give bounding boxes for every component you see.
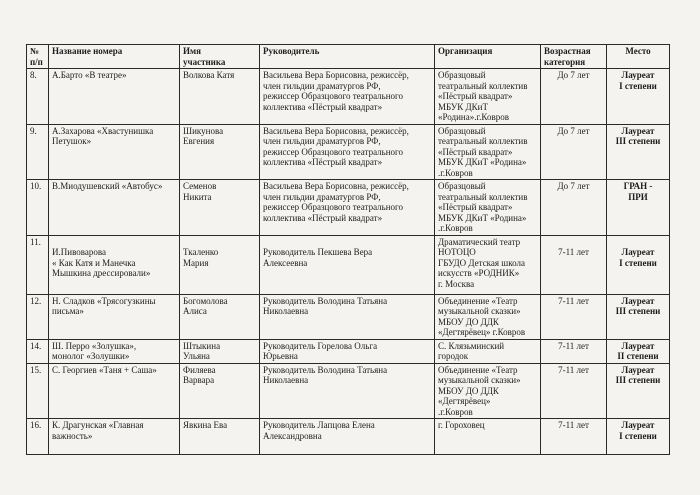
cell-age: До 7 лет: [541, 69, 607, 125]
cell-name: Филяева Варвара: [180, 363, 260, 419]
cell-name: Шикунова Евгения: [180, 124, 260, 180]
table-row: [27, 294, 670, 339]
header-age: Возрастная категория: [541, 45, 607, 69]
cell-title: А.Барто «В театре»: [49, 69, 180, 125]
cell-age: 7-11 лет: [541, 339, 607, 363]
cell-leader: Руководитель Лапцова Елена Александровна: [260, 419, 435, 455]
cell-name: Богомолова Алиса: [180, 294, 260, 339]
cell-leader: Васильева Вера Борисовна, режиссёр, член гильдии драматургов РФ, режиссер Образцового театрального коллектива «Пёстрый квадрат»: [260, 69, 435, 125]
cell-leader: Васильева Вера Борисовна, режиссёр, член гильдии драматургов РФ, режиссер Образцового театрального коллектива «Пёстрый квадрат»: [260, 124, 435, 180]
table-row: [27, 339, 670, 363]
cell-place: Лауреат III степени: [607, 294, 670, 339]
cell-title: К. Драгунская «Главная важность»: [49, 419, 180, 455]
cell-leader: Руководитель Володина Татьяна Николаевна: [260, 363, 435, 419]
table-row: [27, 235, 670, 294]
cell-name: Штыкина Ульяна: [180, 339, 260, 363]
cell-org: С. Клязьминский городок: [435, 339, 541, 363]
cell-title: С. Георгиев «Таня + Саша»: [49, 363, 180, 419]
cell-title: И.Пивоварова « Как Катя и Манечка Мышкина дрессировали»: [49, 235, 180, 294]
cell-org: Объединение «Театр музыкальной сказки» МБОУ ДО ДДК «Дегтярёвец» .г.Ковров: [435, 363, 541, 419]
header-num: № п/п: [27, 45, 49, 69]
cell-leader: Руководитель Пекшева Вера Алексеевна: [260, 235, 435, 294]
table-row: [27, 180, 670, 236]
header-row: [27, 45, 670, 69]
cell-place: Лауреат I степени: [607, 69, 670, 125]
results-table: [26, 44, 670, 455]
cell-title: А.Захарова «Хвастунишка Петушок»: [49, 124, 180, 180]
cell-age: До 7 лет: [541, 124, 607, 180]
table-row: [27, 363, 670, 419]
cell-org: Образцовый театральный коллектив «Пёстрый квадрат» МБУК ДКиТ «Родина» .г.Ковров: [435, 124, 541, 180]
cell-name: Явкина Ева: [180, 419, 260, 455]
cell-num: 11.: [27, 235, 49, 294]
cell-name: Семенов Никита: [180, 180, 260, 236]
header-leader: Руководитель: [260, 45, 435, 69]
header-place: Место: [607, 45, 670, 69]
cell-age: 7-11 лет: [541, 419, 607, 455]
cell-age: 7-11 лет: [541, 363, 607, 419]
cell-place: Лауреат I степени: [607, 235, 670, 294]
header-name: Имя участника: [180, 45, 260, 69]
cell-org: Драматический театр НОТОЦО ГБУДО Детская школа искусств «РОДНИК» г. Москва: [435, 235, 541, 294]
cell-place: Лауреат III степени: [607, 124, 670, 180]
table-row: [27, 69, 670, 125]
cell-org: Образцовый театральный коллектив «Пёстрый квадрат» МБУК ДКиТ «Родина» .г.Ковров: [435, 180, 541, 236]
cell-place: Лауреат I степени: [607, 419, 670, 455]
results-sheet: [26, 44, 670, 455]
cell-age: 7-11 лет: [541, 294, 607, 339]
cell-num: 14.: [27, 339, 49, 363]
cell-num: 15.: [27, 363, 49, 419]
cell-num: 12.: [27, 294, 49, 339]
cell-title: В.Миодушевский «Автобус»: [49, 180, 180, 236]
table-row: [27, 124, 670, 180]
cell-leader: Руководитель Горелова Ольга Юрьевна: [260, 339, 435, 363]
cell-org: Объединение «Театр музыкальной сказки» МБОУ ДО ДДК «Дегтярёвец» г.Ковров: [435, 294, 541, 339]
cell-num: 16.: [27, 419, 49, 455]
cell-num: 10.: [27, 180, 49, 236]
cell-title: Н. Сладков «Трясогузкины письма»: [49, 294, 180, 339]
cell-org: г. Гороховец: [435, 419, 541, 455]
cell-name: Волкова Катя: [180, 69, 260, 125]
header-title: Название номера: [49, 45, 180, 69]
cell-num: 9.: [27, 124, 49, 180]
cell-org: Образцовый театральный коллектив «Пёстрый квадрат» МБУК ДКиТ «Родина».г.Ковров: [435, 69, 541, 125]
cell-place: ГРАН - ПРИ: [607, 180, 670, 236]
cell-place: Лауреат II степени: [607, 339, 670, 363]
cell-name: Ткаленко Мария: [180, 235, 260, 294]
cell-leader: Руководитель Володина Татьяна Николаевна: [260, 294, 435, 339]
cell-place: Лауреат III степени: [607, 363, 670, 419]
cell-age: До 7 лет: [541, 180, 607, 236]
cell-leader: Васильева Вера Борисовна, режиссёр, член гильдии драматургов РФ, режиссер Образцового театрального коллектива «Пёстрый квадрат»: [260, 180, 435, 236]
header-org: Организация: [435, 45, 541, 69]
cell-num: 8.: [27, 69, 49, 125]
cell-title: Ш. Перро «Золушка», монолог «Золушки»: [49, 339, 180, 363]
cell-age: 7-11 лет: [541, 235, 607, 294]
table-row: [27, 419, 670, 455]
